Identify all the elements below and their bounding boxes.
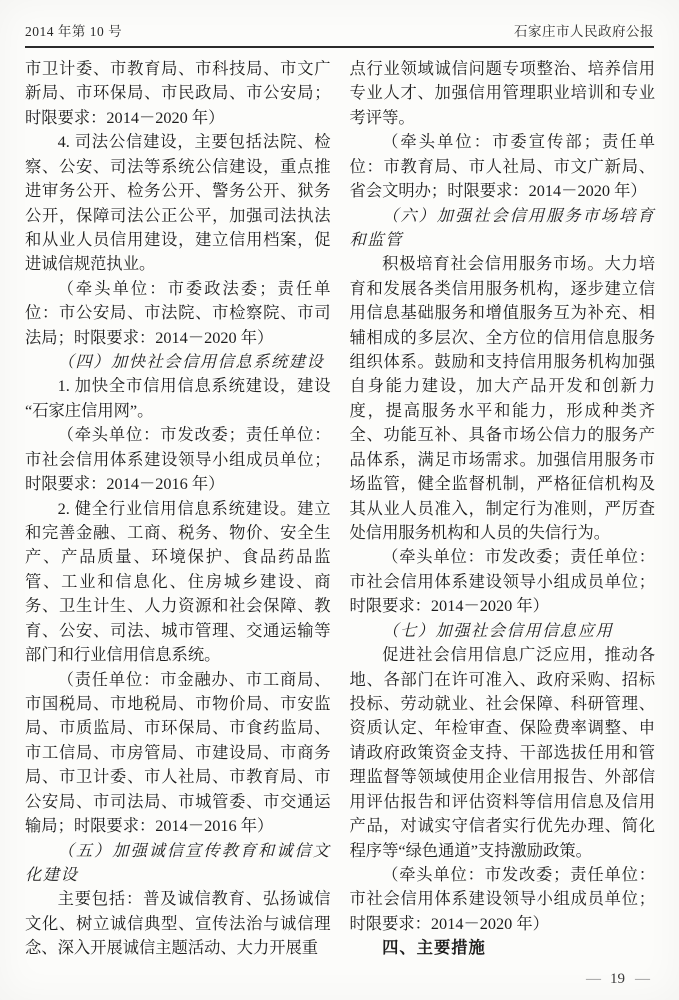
- page-header: [25, 20, 654, 48]
- paragraph: 4. 司法公信建设，主要包括法院、检察、公安、司法等系统公信建设，重点推进审务公开、检务公开、警务公开、狱务公开，保障司法公正公平，加强司法执法和从业人员信用建设，建立信用档案，促进诚信规范执业。: [25, 132, 331, 274]
- page-number: 19: [610, 971, 625, 987]
- section-heading-7: （七）加强社会信用信息应用: [382, 620, 614, 640]
- left-column: [25, 57, 331, 961]
- paragraph-continuation: 点行业领域诚信问题专项整治、培养信用专业人才、加强信用管理职业培训和专业考评等。: [349, 59, 655, 127]
- paragraph-units: （牵头单位：市委政法委；责任单位：市公安局、市法院、市检察院、市司法局；时限要求：2014－2020 年）: [25, 278, 331, 347]
- footer-dash-left: —: [586, 971, 600, 987]
- two-column-body: [25, 57, 655, 961]
- paragraph-units: （责任单位：市金融办、市工商局、市国税局、市地税局、市物价局、市安监局、市质监局、市环保局、市食药监局、市工信局、市房管局、市建设局、市商务局、市卫计委、市人社局、市教育局、市公安局、市司法局、市城管委、市交通运输局；时限要求：2014－2016 年）: [25, 669, 331, 836]
- paragraph-units: （牵头单位：市发改委；责任单位：市社会信用体系建设领导小组成员单位；时限要求：2014－2016 年）: [25, 425, 331, 494]
- section-heading-4: （四）加快社会信用信息系统建设: [57, 352, 325, 372]
- paragraph: 1. 加快全市信用信息系统建设，建设“石家庄信用网”。: [25, 376, 331, 420]
- paragraph-units: （牵头单位：市发改委；责任单位：市社会信用体系建设领导小组成员单位；时限要求：2014－2020 年）: [349, 547, 655, 616]
- right-column: [350, 57, 656, 961]
- footer-dash-right: —: [635, 971, 649, 987]
- paragraph-continuation: 市卫计委、市教育局、市科技局、市文广新局、市环保局、市民政局、市公安局；时限要求：2014－2020 年）: [25, 59, 331, 127]
- paragraph: 主要包括：普及诚信教育、弘扬诚信文化、树立诚信典型、宣传法治与诚信理念、深入开展诚信主题活动、大力开展重: [25, 889, 331, 958]
- paragraph: 2. 健全行业信用信息系统建设。建立和完善金融、工商、税务、物价、安全生产、产品质量、环境保护、食品药品监管、工业和信息化、住房城乡建设、商务、卫生计生、人力资源和社会保障、教育、公安、司法、城市管理、交通运输等部门和行业信用信息系统。: [25, 498, 331, 665]
- section-heading-6: （六）加强社会信用服务市场培育和监管: [349, 205, 655, 249]
- publication-title: 石家庄市人民政府公报: [514, 24, 654, 39]
- issue-number: 2014 年第 10 号: [25, 24, 123, 39]
- section-heading-5: （五）加强诚信宣传教育和诚信文化建设: [25, 840, 331, 884]
- paragraph-units: （牵头单位：市委宣传部；责任单位：市教育局、市人社局、市文广新局、省会文明办；时限要求：2014－2020 年）: [349, 132, 655, 201]
- chapter-heading-main-measures: 四、主要措施: [382, 939, 486, 958]
- page-footer: [586, 971, 649, 988]
- paragraph: 促进社会信用信息广泛应用，推动各地、各部门在许可准入、政府采购、招标投标、劳动就业、社会保障、科研管理、资质认定、年检审查、保险费率调整、申请政府政策资金支持、干部选拔任用和管理监督等领域使用企业信用报告、外部信用评估报告和评估资料等信用信息及信用产品，对诚实守信者实行优先办理、简化程序等“绿色通道”支持激励政策。: [349, 645, 655, 860]
- paragraph: 积极培育社会信用服务市场。大力培育和发展各类信用服务机构，逐步建立信用信息基础服务和增值服务互为补充、相辅相成的多层次、全方位的信用信息服务组织体系。鼓励和支持信用服务机构加强自身能力建设，加大产品开发和创新力度，提高服务水平和能力，形成种类齐全、功能互补、具备市场公信力的服务产品体系，满足市场需求。加强信用服务市场监管，健全监督机制，严格征信机构及其从业人员准入，制定行为准则，严厉查处信用服务机构和人员的失信行为。: [349, 254, 655, 543]
- paragraph-units: （牵头单位：市发改委；责任单位：市社会信用体系建设领导小组成员单位；时限要求：2014－2020 年）: [349, 864, 655, 933]
